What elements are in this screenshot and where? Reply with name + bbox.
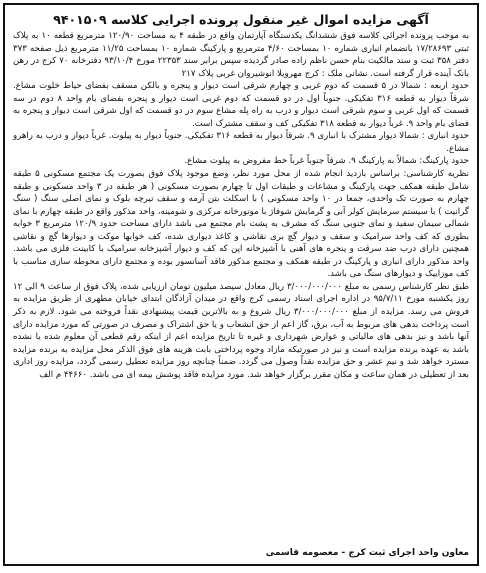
auction-notice <box>3 3 479 566</box>
notice-body <box>13 30 469 381</box>
notice-title: آگهی مزایده اموال غیر منقول پرونده اجرایی کلاسه ۹۴۰۱۵۰۹ <box>53 12 429 27</box>
notice-paragraph-property: به موجب پرونده اجرائی کلاسه فوق ششدانگ یکدستگاه آپارتمان واقع در طبقه ۴ به مساحت ۱۲۰/۹۰ مترمربع قطعه ۱۰ به پلاک ثبتی ۱۷/۲۸۶۹۳ بانضمام انباری شماره ۱۰ بمساحت ۴/۶۰ مترمربع و پارکینگ شماره ۱۰ بمساحت ۱۱/۲۵ مترمربع ذیل صفحه ۳۷۳ دفتر ۳۵۸ ثبت و سند مالکیت بنام حسن ناظم زاده صادر گردیده سپس برابر سند ۲۲۳۵۳ مورخ ۹۳/۱۰/۴ دفترخانه ۷۰ کرج در رهن بانک آینده قرار گرفته است. نشانی ملک : کرج مهرویلا انوشیروان غربی پلاک ۲۱۷ <box>13 31 470 79</box>
notice-paragraph-expert-opinion: نظریه کارشناسی: براساس بازدید انجام شده از محل مورد نظر، وضع موجود پلاک فوق بصورت یک مجتمع مسکونی ۵ طبقه شامل طبقه همکف جهت پارکینگ و مشاعات و طبقات اول تا چهارم بصورت مسکونی ( هر طبقه در ۳ واحد مسکونی و طبقه چهارم به صورت تک واحدی، جمعا در ۱۰ واحد مسکونی ) با اسکلت بتن آرمه و سقف تیرچه بلوک و نمای اصلی سنگ ( سنگ گرانیت ) با سیستم سرمایش کولر آبی و گرمایش شوفاژ با موتورخانه مرکزی و شومینه، واحد مذکور واقع در طبقه چهارم با نمای شمالی سیمان سفید و نمای جنوبی سنگ که مشرف به پشت بام مجتمع می باشد دارای مساحت حدود ۱۲۰/۹ مترمربع ۳ خوابه بطوری که کف واحد سرامیک و سقف و دیوار گچ بری نقاشی و کاغذ دیواری شده، کف خوابها موکت و دیوارها گچ و نقاشی همچنین دارای درب ضد سرقت و پنجره های آهنی با آشپزخانه اپن که کف و دیوار آشپزخانه سرامیک با کابینت فلزی می باشد. واحد مذکور دارای انباری و پارکینگ در طبقه همکف و مجتمع مذکور فاقد آسانسور بوده و مجتمع دارای محوطه سازی مناسب با کف موزاییک و دیوارهای سنگ می باشد. <box>13 169 470 280</box>
notice-paragraph-boundaries: حدود اربعه : شمالا در ۵ قسمت که دوم غربی و چهارم شرقی است دیوار و پنجره و بالکن مسقف بفضای حیاط خلوت مشاع. شرقاً دیوار به قطعه ۳۱۶ تفکیکی. جنوباً اول در دو قسمت که دوم غربی است دیوار و پنجره بفضای بام واحد ۸ دوم در سه قسمت که اول غربی و سوم شرقی است دیوار و درب به راه پله مشاع سوم در دو قسمت که اول شرقی است دیوار و پنجره به فضای بام واحد ۹. غرباً دیوار به قطعه ۳۱۸ تفکیکی کف و سقف مشترک است. <box>13 81 470 129</box>
notice-paragraph-parking-boundaries: حدود پارکینگ: شمالاً به پارکینگ ۹. شرقاً جنوباً غرباً خط مفروض به پیلوت مشاع. <box>184 156 469 167</box>
notice-signature: معاون واحد اجرای ثبت کرج - معصومه قاسمی <box>265 548 469 558</box>
notice-paragraph-auction-terms: طبق نظر کارشناس رسمی به مبلغ ۳/۰۰۰/۰۰۰/۰۰۰ ریال معادل سیصد میلیون تومان ارزیابی شده، پلاک فوق از ساعت ۹ الی ۱۲ روز یکشنبه مورخ ۹۵/۷/۱۱ در اداره اجرای اسناد رسمی کرج واقع در میدان آزادگان ابتدای خیابان مطهری از طریق مزایده به فروش می رسد. مزایده از مبلغ ۳/۰۰۰/۰۰۰/۰۰۰ ریال شروع و به بالاترین قیمت پیشنهادی نقداً فروخته می شود. لازم به ذکر است پرداخت بدهی های مربوط به آب، برق، گاز اعم از حق انشعاب و یا حق اشتراک و مصرف در صورتی که مورد مزایده دارای آنها باشد و نیز بدهی های مالیاتی و عوارض شهرداری و غیره تا تاریخ مزایده اعم از اینکه رقم قطعی آن معلوم شده یا نشده باشد به عهده برنده مزایده است و نیز در صورتیکه مازاد وجوه پرداختی بابت هزینه های فوق الذکر محل مزایده به برنده مزایده مسترد خواهد شد و نیم عشر و حق مزایده نقداً وصول می گردد. ضمناً چنانچه روز مزایده تعطیل رسمی گردد، مزایده روز اداری بعد از تعطیلی در همان ساعت و مکان مقرر برگزار خواهد شد. مورد مزایده فاقد پوشش بیمه ای می باشد. ۴۴۶۶۰ م الف <box>13 281 469 380</box>
notice-paragraph-storage-boundaries: حدود انباری : شمالا دیوار مشترک با انباری ۹. شرقاً دیوار به قطعه ۳۱۶ تفکیکی. جنوباً دیوار به پیلوت. غرباً دیوار و درب به راهرو مشاع. <box>13 131 469 154</box>
